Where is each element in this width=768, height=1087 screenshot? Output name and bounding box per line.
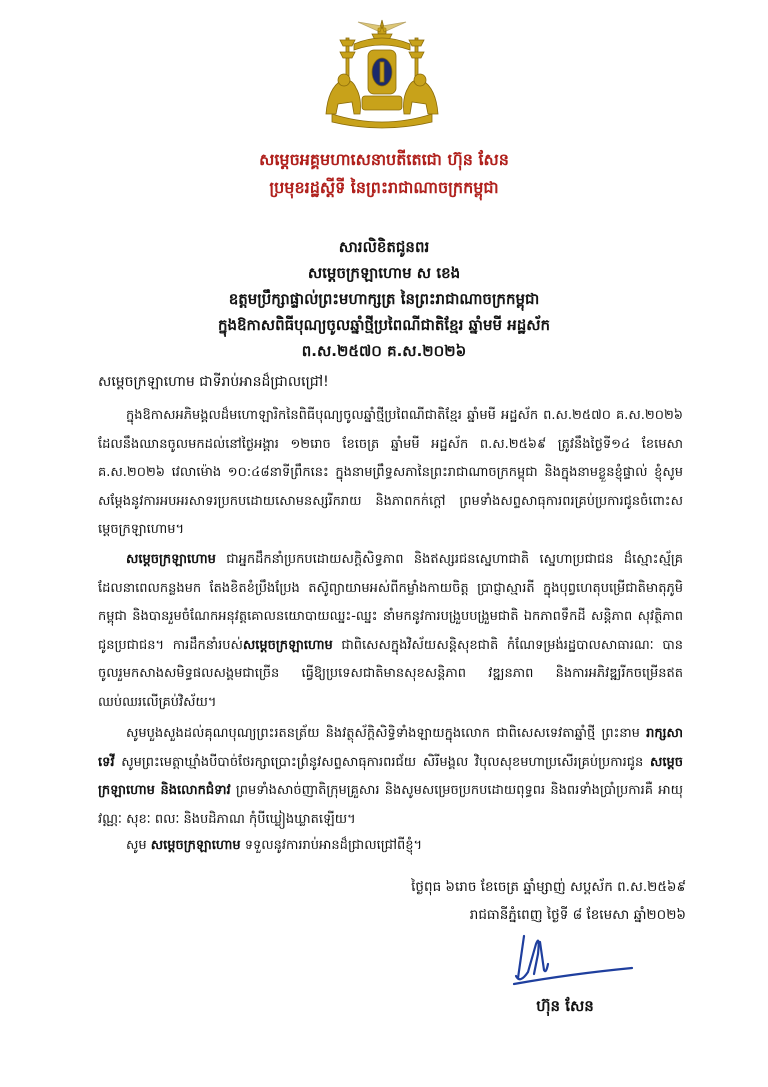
letter-title xyxy=(40,234,728,364)
place-and-date: រាជធានីភ្នំពេញ ថ្ងៃទី ៨ ខែមេសា ឆ្នាំ២០២៦ xyxy=(469,907,686,923)
sender-title: ប្រមុខរដ្ឋស្តីទី នៃព្រះរាជាណាចក្រកម្ពុជា xyxy=(269,178,499,197)
paragraph-2-text-a: ជាអ្នកដឹកនាំប្រកបដោយសក្តិសិទ្ធភាព និងឥស្សរជនស្នេហាជាតិ ស្នេហាប្រជាជន ដ៏ស្មោះស្ម័គ្រដែលនាពេលកន្លងមក តែងខិតខំប្រឹងប្រែង តស៊ូព្យាយាមអស់ពីកម្លាំងកាយចិត្ត ប្រាជ្ញាស្មារតី ក្នុងបុព្វហេតុបម្រើជាតិមាតុភូមិកម្ពុជា និងបានរួមចំណែកអនុវត្តគោលនយោបាយឈ្នះ-ឈ្នះ នាំមកនូវការបង្រួបបង្រួមជាតិ ឯកភាពទឹកដី សន្តិភាព សុវត្ថិភាពជូនប្រជាជន។ ការដឹកនាំរបស់ xyxy=(98,552,683,653)
title-line-5: ព.ស.២៥៧០ គ.ស.២០២៦ xyxy=(301,342,467,360)
signer-name: ហ៊ុន សែន xyxy=(536,997,594,1015)
paragraph-3 xyxy=(98,720,683,834)
honoree-name: សម្តេចក្រឡាហោម xyxy=(150,838,241,853)
title-line-3: ឧត្តមប្រឹក្សាផ្ទាល់ព្រះមហាក្សត្រ នៃព្រះរាជាណាចក្រកម្ពុជា xyxy=(228,290,540,308)
letterhead-sender xyxy=(0,146,768,202)
paragraph-2 xyxy=(98,546,683,717)
title-line-4: ក្នុងឱកាសពិធីបុណ្យចូលឆ្នាំថ្មីប្រពៃណីជាតិខ្មែរ ឆ្នាំមមី អដ្ឋស័ក xyxy=(217,316,551,334)
paragraph-4-text-b: ទទួលនូវការរាប់អានដ៏ជ្រាលជ្រៅពីខ្ញុំ។ xyxy=(240,838,423,853)
spouse-title: និងលោកជំទាវ xyxy=(154,783,231,798)
honoree-name: សម្តេចក្រឡាហោម xyxy=(126,552,216,567)
honoree-name: សម្តេចក្រឡាហោម xyxy=(98,754,683,798)
lunar-date: ថ្ងៃពុធ ៦រោច ខែចេត្រ ឆ្នាំម្សាញ់ សប្តស័ក ព.ស.២៥៦៩ xyxy=(411,879,686,895)
paragraph-4 xyxy=(98,832,683,861)
paragraph-1-text: ក្នុងឱកាសអភិមង្គលដ៏មហោឡារិកនៃពិធីបុណ្យចូលឆ្នាំថ្មីប្រពៃណីជាតិខ្មែរ ឆ្នាំមមី អដ្ឋស័ក ព.ស.២៥៧០ គ.ស.២០២៦ ដែលនឹងឈានចូលមកដល់នៅថ្ងៃអង្គារ ១២រោច ខែចេត្រ ឆ្នាំមមី អដ្ឋស័ក ព.ស.២៥៦៩ ត្រូវនឹងថ្ងៃទី១៤ ខែមេសា គ.ស.២០២៦ វេលាម៉ោង ១០:៤៨នាទីព្រឹកនេះ ក្នុងនាមព្រឹទ្ធសភានៃព្រះរាជាណាចក្រកម្ពុជា និងក្នុងនាមខ្លួនខ្ញុំផ្ទាល់ ខ្ញុំសូមសម្តែងនូវការអបអរសាទរប្រកបដោយសោមនស្សរីករាយ និងភាពកក់ក្តៅ ព្រមទាំងសព្ទសាធុការពរគ្រប់ប្រការជូនចំពោះសម្តេចក្រឡាហោម។ xyxy=(98,408,683,537)
title-line-2: សម្តេចក្រឡាហោម ស ខេង xyxy=(307,264,461,282)
paragraph-3-text-b: សូមព្រះមេត្តាឃ្មាំងបីបាច់ថែរក្សាប្រោះព្រំនូវសព្ទសាធុការពរជ័យ សិរីមង្គល វិបុលសុខមហាប្រសើរគ្រប់ប្រការជូន xyxy=(114,754,650,770)
salutation: សម្តេចក្រឡាហោម ជាទីរាប់អានដ៏ជ្រាលជ្រៅ! xyxy=(98,374,329,390)
royal-arms-of-cambodia-icon xyxy=(318,18,446,130)
paragraph-3-text-a: សូមបួងសួងដល់គុណបុណ្យព្រះរតនត្រ័យ និងវត្ថុស័ក្តិសិទ្ធិទាំងឡាយក្នុងលោក ជាពិសេសទេវតាឆ្នាំថ្មី ព្រះនាម xyxy=(126,726,647,741)
paragraph-4-text-a: សូម xyxy=(126,838,151,853)
paragraph-2-text-b: ជាពិសេសក្នុងវិស័យសន្តិសុខជាតិ កំណែទម្រង់រដ្ឋបាលសាធារណៈ បានចូលរួមកសាងសមិទ្ធផលសង្គមជាច្រើន ធ្វើឱ្យប្រទេសជាតិមានសុខសន្តិភាព វឌ្ឍនភាព និងការអភិវឌ្ឍរីកចម្រើនឥតឈប់ឈរលើគ្រប់វិស័យ។ xyxy=(98,637,683,710)
new-year-deity-name: រាក្សសាទេវី xyxy=(98,726,683,770)
honoree-name: សម្តេចក្រឡាហោម xyxy=(242,637,333,653)
title-line-1: សារលិខិតជូនពរ xyxy=(338,238,430,256)
handwritten-signature-icon xyxy=(500,924,640,994)
sender-name: សម្តេចអគ្គមហាសេនាបតីតេជោ ហ៊ុន សែន xyxy=(259,150,509,169)
paragraph-1 xyxy=(98,402,683,545)
paragraph-3-text-d: ព្រមទាំងសាច់ញាតិក្រុមគ្រួសារ និងសូមសម្រេចប្រកបដោយពុទ្ធពរ និងពរទាំងប្រាំប្រការគឺ អាយុ វណ្ណៈ សុខៈ ពលៈ និងបដិភាណ កុំបីឃ្លៀងឃ្លាតឡើយ។ xyxy=(98,783,683,827)
